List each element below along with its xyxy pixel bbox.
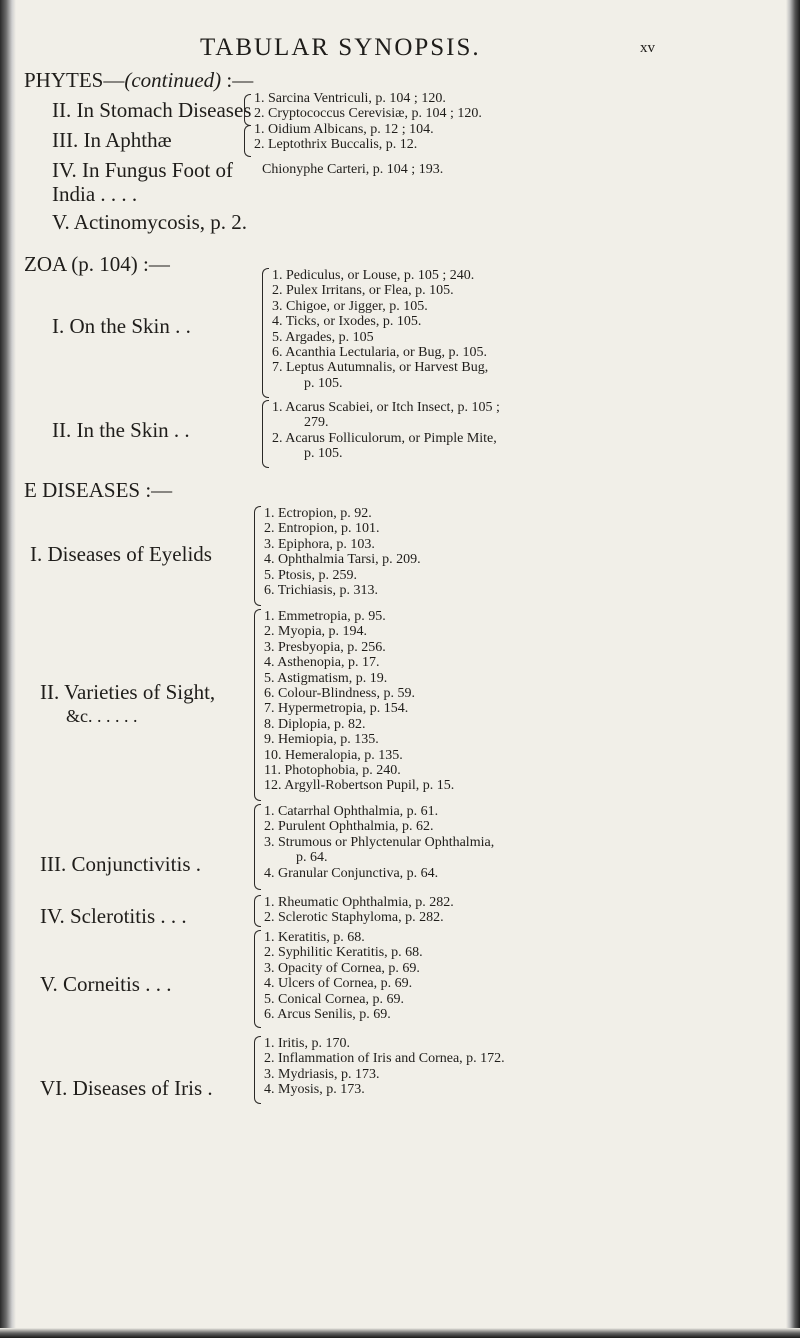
category-diseases-of-iris: VI. Diseases of Iris . — [40, 1076, 213, 1100]
brace — [254, 930, 261, 1028]
list-item: 1. Acarus Scabiei, or Itch Insect, p. 105 ; — [272, 400, 500, 415]
list-item: 1. Ectropion, p. 92. — [264, 506, 372, 521]
list-item: 1. Rheumatic Ophthalmia, p. 282. — [264, 895, 454, 910]
list-item-continuation: p. 105. — [304, 446, 343, 462]
list-item: 9. Hemiopia, p. 135. — [264, 732, 379, 748]
category-corneitis: V. Corneitis . . . — [40, 972, 172, 996]
list-item: 4. Ophthalmia Tarsi, p. 209. — [264, 552, 421, 568]
list-item: 11. Photophobia, p. 240. — [264, 763, 401, 779]
list-item-continuation: p. 64. — [296, 850, 328, 866]
list-varieties-of-sight — [264, 609, 454, 794]
list-item: 3. Opacity of Cornea, p. 69. — [264, 960, 420, 976]
category-actinomycosis: V. Actinomycosis, p. 2. — [52, 210, 248, 234]
list-item: 4. Granular Conjunctiva, p. 64. — [264, 865, 439, 881]
list-item: 4. Myosis, p. 173. — [264, 1082, 365, 1098]
list-in-the-skin — [272, 400, 500, 462]
list-item-continuation: p. 105. — [304, 375, 343, 391]
brace — [254, 895, 261, 927]
list-item: 3. Chigoe, or Jigger, p. 105. — [272, 298, 428, 314]
list-item: 10. Hemeralopia, p. 135. — [264, 747, 403, 763]
list-fungus-foot — [262, 162, 443, 177]
running-title: TABULAR SYNOPSIS. — [200, 34, 481, 61]
brace — [244, 94, 251, 126]
list-item: 2. Acarus Folliculorum, or Pimple Mite, — [272, 430, 497, 446]
list-item: 3. Strumous or Phlyctenular Ophthalmia, — [264, 834, 495, 850]
brace — [254, 1036, 261, 1104]
list-conjunctivitis — [264, 804, 494, 881]
list-item: 2. Inflammation of Iris and Cornea, p. 172. — [264, 1051, 505, 1067]
list-item: 12. Argyll-Robertson Pupil, p. 15. — [264, 778, 455, 794]
brace — [254, 506, 261, 606]
list-diseases-of-iris — [264, 1036, 505, 1098]
list-item: 5. Ptosis, p. 259. — [264, 567, 357, 583]
list-item: 1. Iritis, p. 170. — [264, 1036, 350, 1051]
list-item: 3. Epiphora, p. 103. — [264, 536, 375, 552]
category-fungus-foot — [52, 158, 233, 206]
category-stomach-diseases: II. In Stomach Diseases — [52, 98, 252, 122]
list-item: 6. Colour-Blindness, p. 59. — [264, 686, 415, 702]
list-item: 1. Pediculus, or Louse, p. 105 ; 240. — [272, 268, 475, 283]
page-edge-bottom — [0, 1328, 800, 1338]
list-item: 5. Argades, p. 105 — [272, 329, 374, 345]
category-label-line: II. Varieties of Sight, — [40, 680, 216, 704]
list-item: 7. Hypermetropia, p. 154. — [264, 701, 409, 717]
category-conjunctivitis: III. Conjunctivitis . — [40, 852, 201, 876]
category-aphthae: III. In Aphthæ — [52, 128, 172, 152]
phytes-heading-italic: (continued) — [124, 68, 222, 92]
list-diseases-of-eyelids — [264, 506, 421, 598]
list-item: 6. Trichiasis, p. 313. — [264, 583, 378, 599]
brace — [262, 268, 269, 398]
list-item: 2. Purulent Ophthalmia, p. 62. — [264, 819, 434, 835]
list-aphthae — [254, 122, 434, 153]
list-item: 2. Entropion, p. 101. — [264, 521, 380, 537]
section-heading-zoa: ZOA (p. 104) :— — [24, 252, 170, 276]
brace — [254, 609, 261, 801]
list-item-continuation: 279. — [304, 415, 329, 431]
section-heading-phytes — [24, 68, 253, 93]
list-sclerotitis — [264, 895, 454, 926]
list-item: 4. Ticks, or Ixodes, p. 105. — [272, 314, 422, 330]
category-label-line: &c. . . . . . — [66, 706, 138, 726]
list-item: 2. Sclerotic Staphyloma, p. 282. — [264, 910, 444, 926]
brace — [244, 125, 251, 157]
list-item: 1. Oidium Albicans, p. 12 ; 104. — [254, 122, 434, 137]
page-edge-left — [0, 0, 16, 1338]
phytes-heading-suffix: :— — [221, 68, 254, 92]
phytes-heading: PHYTES— — [24, 68, 125, 92]
list-item: 5. Astigmatism, p. 19. — [264, 670, 388, 686]
brace — [262, 400, 269, 468]
list-stomach-diseases — [254, 91, 482, 122]
list-item: 3. Presbyopia, p. 256. — [264, 639, 386, 655]
page-number: xv — [640, 40, 655, 56]
list-item: 5. Conical Cornea, p. 69. — [264, 991, 404, 1007]
list-corneitis — [264, 930, 423, 1022]
category-in-the-skin: II. In the Skin . . — [52, 418, 190, 442]
list-item: 8. Diplopia, p. 82. — [264, 716, 366, 732]
list-item: 1. Catarrhal Ophthalmia, p. 61. — [264, 804, 439, 819]
list-item: 2. Myopia, p. 194. — [264, 624, 368, 640]
category-label-line: India . . . . — [52, 182, 138, 206]
list-item: 6. Acanthia Lectularia, or Bug, p. 105. — [272, 345, 487, 361]
list-item: 2. Cryptococcus Cerevisiæ, p. 104 ; 120. — [254, 106, 482, 122]
list-item: 1. Emmetropia, p. 95. — [264, 609, 386, 624]
list-item: Chionyphe Carteri, p. 104 ; 193. — [262, 162, 444, 177]
list-item: 2. Pulex Irritans, or Flea, p. 105. — [272, 283, 454, 299]
list-item: 4. Ulcers of Cornea, p. 69. — [264, 976, 413, 992]
list-item: 2. Syphilitic Keratitis, p. 68. — [264, 945, 423, 961]
brace — [254, 804, 261, 890]
category-on-the-skin: I. On the Skin . . — [52, 314, 191, 338]
category-sclerotitis: IV. Sclerotitis . . . — [40, 904, 187, 928]
list-item: 1. Sarcina Ventriculi, p. 104 ; 120. — [254, 91, 446, 106]
list-item: 7. Leptus Autumnalis, or Harvest Bug, — [272, 360, 489, 376]
list-item: 3. Mydriasis, p. 173. — [264, 1066, 380, 1082]
section-heading-eye-diseases: E DISEASES :— — [24, 478, 173, 502]
category-varieties-of-sight — [40, 680, 215, 728]
list-item: 2. Leptothrix Buccalis, p. 12. — [254, 137, 418, 153]
page-edge-right — [786, 0, 800, 1338]
list-item: 1. Keratitis, p. 68. — [264, 930, 365, 945]
list-item: 4. Asthenopia, p. 17. — [264, 655, 380, 671]
list-on-the-skin — [272, 268, 488, 391]
list-item: 6. Arcus Senilis, p. 69. — [264, 1007, 391, 1023]
category-diseases-of-eyelids: I. Diseases of Eyelids — [30, 542, 212, 566]
category-label-line: IV. In Fungus Foot of — [52, 158, 234, 182]
